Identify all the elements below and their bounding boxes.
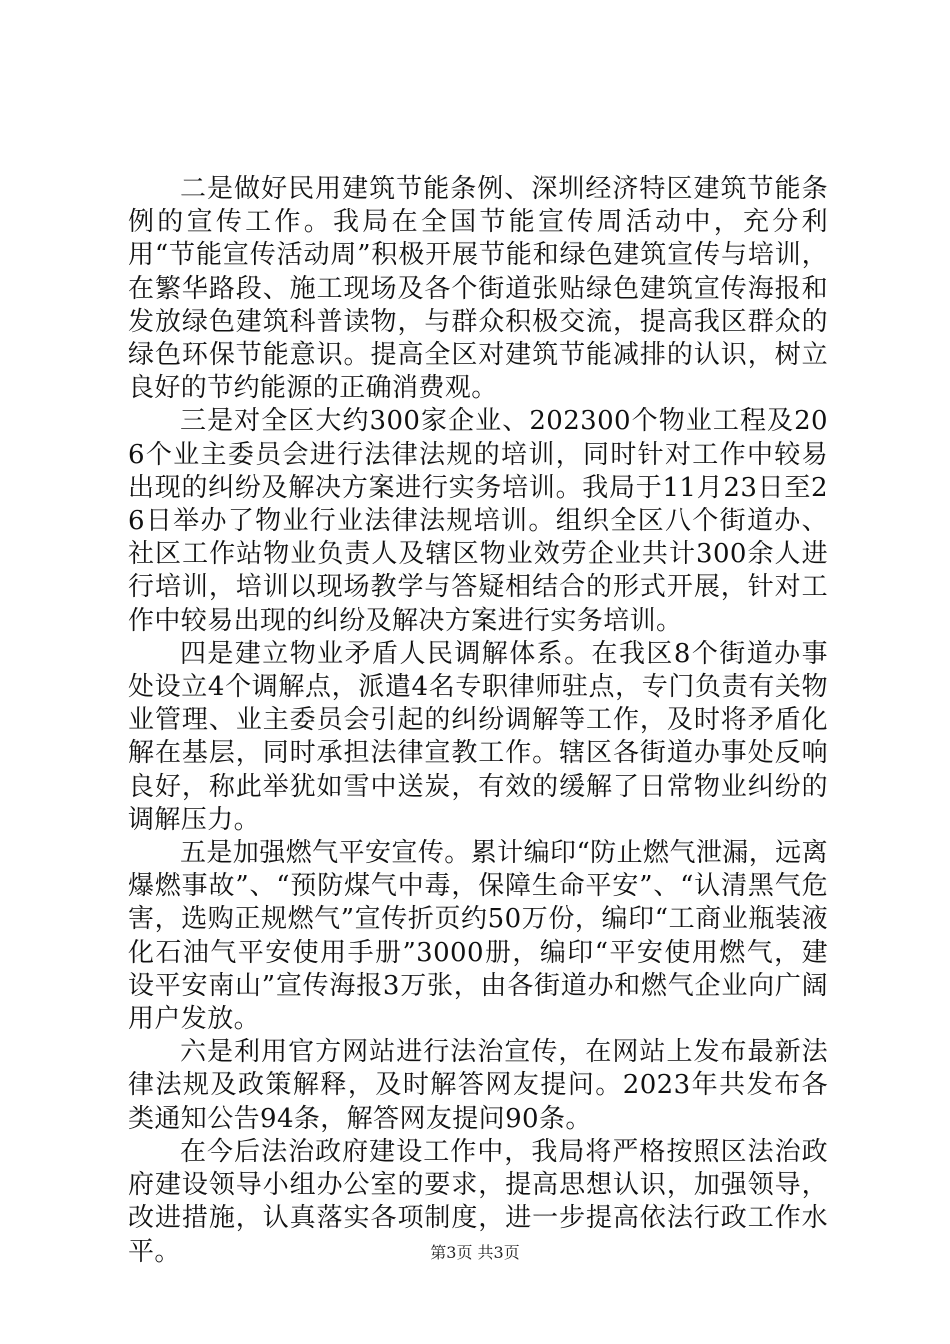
paragraph-property-law-training: 三是对全区大约300家企业、202300个物业工程及206个业主委员会进行法律法规的培训，同时针对工作中较易出现的纠纷及解决方案进行实务培训。我局于11月23日至26日举办了物业行业法律法规培训。组织全区八个街道办、社区工作站物业负责人及辖区物业效劳企业共计300余人进行培训，培训以现场教学与答疑相结合的形式开展，针对工作中较易出现的纠纷及解决方案进行实务培训。 xyxy=(128,406,828,636)
paragraph-gas-safety-promotion: 五是加强燃气平安宣传。累计编印“防止燃气泄漏，远离爆燃事故”、“预防煤气中毒，保障生命平安”、“认清黑气危害，选购正规燃气”宣传折页约50万份，编印“工商业瓶装液化石油气平安使用手册”3000册，编印“平安使用燃气，建设平安南山”宣传海报3万张，由各街道办和燃气企业向广阔用户发放。 xyxy=(128,838,828,1035)
paragraph-energy-saving-promotion: 二是做好民用建筑节能条例、深圳经济特区建筑节能条例的宣传工作。我局在全国节能宣传周活动中，充分利用“节能宣传活动周”积极开展节能和绿色建筑宣传与培训，在繁华路段、施工现场及各个街道张贴绿色建筑宣传海报和发放绿色建筑科普读物，与群众积极交流，提高我区群众的绿色环保节能意识。提高全区对建筑节能减排的认识，树立良好的节约能源的正确消费观。 xyxy=(128,174,828,404)
document-body xyxy=(128,173,828,1269)
paragraph-mediation-system: 四是建立物业矛盾人民调解体系。在我区8个街道办事处设立4个调解点，派遣4名专职律师驻点，专门负责有关物业管理、业主委员会引起的纠纷调解等工作，及时将矛盾化解在基层，同时承担法律宣教工作。辖区各街道办事处反响良好，称此举犹如雪中送炭，有效的缓解了日常物业纠纷的调解压力。 xyxy=(128,638,828,835)
page-number-footer: 第3页 共3页 xyxy=(430,1243,520,1262)
paragraph-website-promotion: 六是利用官方网站进行法治宣传，在网站上发布最新法律法规及政策解释，及时解答网友提问。2023年共发布各类通知公告94条，解答网友提问90条。 xyxy=(128,1037,828,1134)
paragraph-conclusion: 在今后法治政府建设工作中，我局将严格按照区法治政府建设领导小组办公室的要求，提高思想认识，加强领导，改进措施，认真落实各项制度，进一步提高依法行政工作水平。 xyxy=(128,1136,828,1267)
